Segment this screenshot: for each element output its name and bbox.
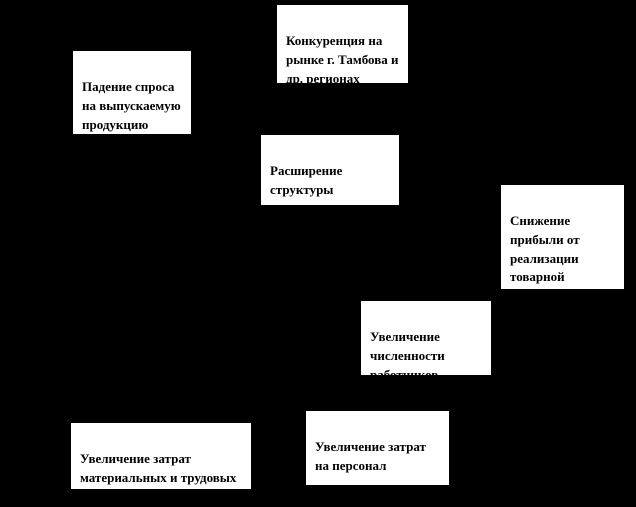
node-material-costs[interactable] (70, 422, 252, 504)
node-demand-label: Падение спроса на выпускаемую продукцию (82, 78, 181, 132)
node-profit-label: Снижение прибыли от реализации товарной продукции (510, 212, 580, 304)
node-demand[interactable] (72, 50, 192, 135)
node-personnel-costs[interactable] (305, 410, 450, 486)
node-competition-label: Конкуренция на рынке г. Тамбова и др. регионах (286, 32, 399, 86)
node-structure-label: Расширение структуры продукции (270, 162, 343, 216)
node-profit[interactable] (500, 184, 625, 304)
node-material-costs-label: Увеличение затрат материальных и трудовых ресурсов (80, 450, 237, 504)
node-personnel-costs-label: Увеличение затрат на персонал (315, 438, 426, 473)
node-competition[interactable] (276, 4, 409, 84)
node-structure[interactable] (260, 134, 400, 216)
node-headcount[interactable] (360, 300, 492, 382)
node-headcount-label: Увеличение численности работников (370, 328, 445, 382)
